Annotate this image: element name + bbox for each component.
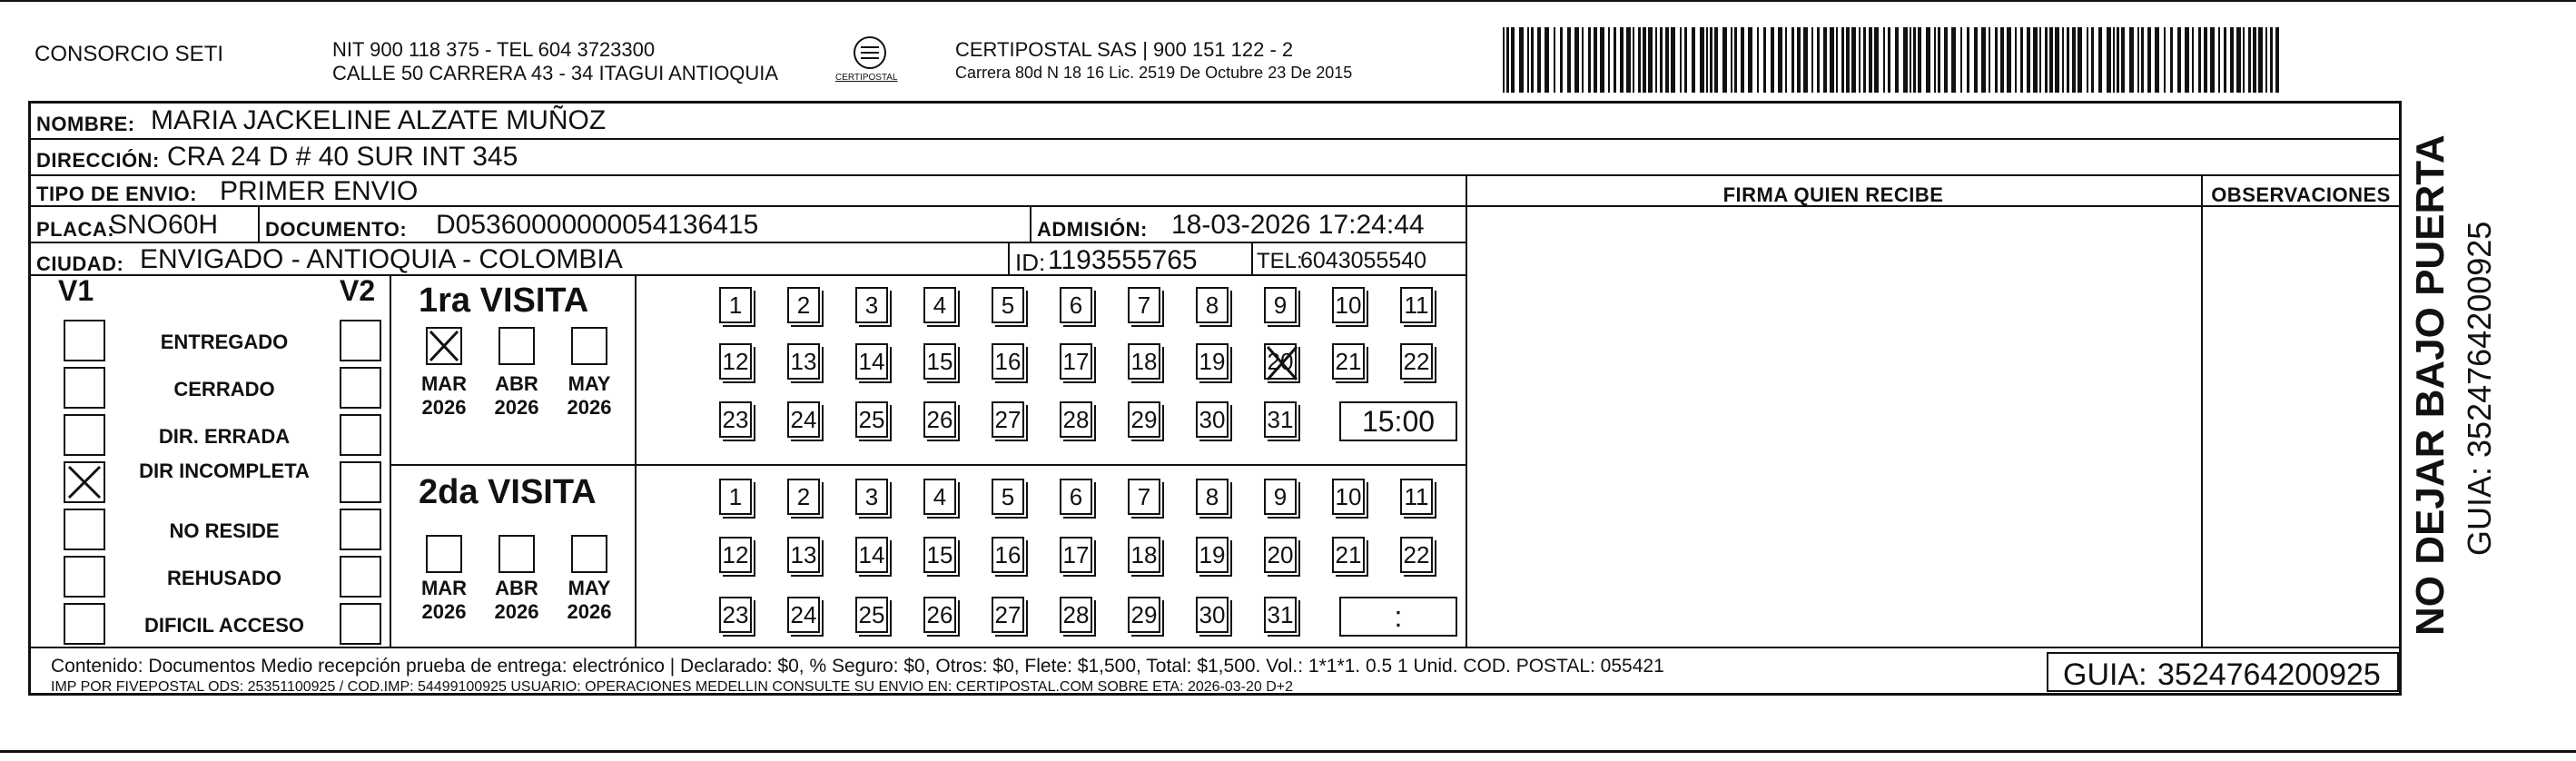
guia-value: 3524764200925	[2157, 657, 2381, 692]
barcode-bar	[1684, 27, 1687, 93]
day-box[interactable]: 5	[992, 287, 1024, 323]
guia-label: GUIA:	[2063, 657, 2147, 692]
barcode-bar	[1836, 27, 1838, 93]
barcode-bar	[2015, 27, 2017, 93]
barcode-bar	[1537, 27, 1541, 93]
barcode-bar	[2185, 27, 2189, 93]
barcode-bar	[2062, 27, 2064, 93]
barcode-bar	[2218, 27, 2220, 93]
month-checkbox[interactable]	[571, 535, 607, 573]
barcode-bar	[1638, 27, 1641, 93]
plate-value: SNO60H	[109, 210, 219, 240]
month-year: 2026	[494, 600, 539, 623]
barcode-bar	[1817, 27, 1820, 93]
day-box[interactable]: 17	[1060, 343, 1092, 380]
barcode-bar	[2091, 27, 2094, 93]
barcode-bar	[2000, 27, 2004, 93]
day-box[interactable]: 7	[1128, 287, 1160, 323]
barcode-bar	[1560, 27, 1563, 93]
barcode-bar	[2087, 27, 2088, 93]
barcode-bar	[1981, 27, 1986, 93]
barcode-bar	[1913, 27, 1916, 93]
barcode-bar	[1989, 27, 1990, 93]
barcode-bar	[1643, 27, 1646, 93]
barcode-bar	[2236, 27, 2241, 93]
day-box[interactable]: 12	[719, 537, 752, 573]
barcode-bar	[1934, 27, 1936, 93]
barcode-bar	[1633, 27, 1634, 93]
barcode-bar	[2204, 27, 2207, 93]
day-box[interactable]: 6	[1060, 287, 1092, 323]
barcode-bar	[1648, 27, 1653, 93]
barcode-bar	[1888, 27, 1890, 93]
month-label	[562, 372, 617, 420]
signature-area[interactable]	[1467, 207, 2199, 647]
x-mark-icon	[428, 329, 460, 363]
barcode-bar	[1680, 27, 1682, 93]
barcode-bar	[2027, 27, 2030, 93]
status-label: CERRADO	[173, 378, 275, 400]
barcode-bar	[2072, 27, 2076, 93]
barcode-bar	[1910, 27, 1911, 93]
id-label: ID:	[1015, 249, 1046, 276]
day-box[interactable]: 28	[1060, 401, 1092, 438]
barcode-bar	[1823, 27, 1827, 93]
document-value: D05360000000054136415	[436, 210, 759, 240]
v2-checkbox[interactable]	[340, 509, 381, 550]
barcode-bar	[2039, 27, 2041, 93]
barcode-bar	[2177, 27, 2181, 93]
type-label: TIPO DE ENVIO:	[36, 183, 197, 205]
barcode-bar	[1741, 27, 1744, 93]
barcode-icon	[1503, 27, 2284, 93]
day-box[interactable]: 24	[787, 401, 820, 438]
day-box[interactable]: 24	[787, 597, 820, 633]
barcode-bar	[1967, 27, 1969, 93]
month-label	[417, 372, 471, 420]
barcode-bar	[1594, 27, 1597, 93]
v1-checkbox[interactable]	[64, 320, 105, 361]
day-box[interactable]: 21	[1332, 537, 1365, 573]
month-label	[417, 577, 471, 624]
barcode-bar	[2210, 27, 2215, 93]
day-box[interactable]: 3	[855, 479, 888, 515]
guia-box	[2047, 652, 2399, 692]
barcode-bar	[1778, 27, 1782, 93]
day-box[interactable]: 8	[1196, 287, 1229, 323]
status-label: DIR INCOMPLETA	[139, 460, 310, 482]
day-box[interactable]: 1	[719, 479, 752, 515]
carrier-line: CERTIPOSTAL SAS | 900 151 122 - 2	[955, 38, 1294, 61]
v2-checkbox[interactable]	[340, 556, 381, 598]
admission-label: ADMISIÓN:	[1037, 218, 1148, 241]
day-box[interactable]: 4	[923, 287, 956, 323]
observations-area[interactable]	[2203, 207, 2399, 647]
visit2-panel	[390, 464, 1467, 648]
day-box[interactable]: 2	[787, 287, 820, 323]
id-value: 1193555765	[1048, 245, 1198, 275]
barcode-bar	[1608, 27, 1610, 93]
month-label	[489, 372, 544, 420]
barcode-bar	[1582, 27, 1584, 93]
tel-value: 6043055540	[1300, 248, 1427, 273]
barcode-bar	[1714, 27, 1718, 93]
day-box[interactable]: 25	[855, 401, 888, 438]
name-row	[31, 104, 2399, 140]
barcode-bar	[2117, 27, 2119, 93]
time-box[interactable]: :	[1339, 597, 1457, 637]
barcode-bar	[1757, 27, 1759, 93]
day-box[interactable]: 23	[719, 597, 752, 633]
month-year: 2026	[494, 396, 539, 419]
barcode-bar	[1938, 27, 1940, 93]
barcode-bar	[1511, 27, 1515, 93]
month-name: ABR	[495, 372, 538, 395]
barcode-bar	[2033, 27, 2038, 93]
day-box[interactable]: 13	[787, 343, 820, 380]
day-box[interactable]: 9	[1264, 287, 1297, 323]
day-box[interactable]: 2	[787, 479, 820, 515]
v2-label: V2	[340, 274, 376, 307]
v2-checkbox[interactable]	[340, 367, 381, 409]
name-label: NOMBRE:	[36, 113, 135, 135]
barcode-bar	[1811, 27, 1813, 93]
barcode-bar	[2121, 27, 2125, 93]
v1-checkbox[interactable]	[64, 367, 105, 409]
day-box[interactable]: 31	[1264, 597, 1297, 633]
day-box[interactable]: 18	[1128, 343, 1160, 380]
city-row	[31, 243, 1467, 276]
barcode-bar	[1951, 27, 1956, 93]
barcode-bar	[1851, 27, 1856, 93]
plate-row	[31, 207, 1467, 243]
barcode-bar	[1797, 27, 1801, 93]
v2-checkbox[interactable]	[340, 461, 381, 503]
barcode-bar	[1503, 27, 1505, 93]
x-mark-icon	[65, 463, 104, 501]
month-label	[489, 577, 544, 624]
barcode-bar	[1869, 27, 1872, 93]
barcode-bar	[1574, 27, 1579, 93]
barcode-bar	[2155, 27, 2159, 93]
day-box[interactable]: 20	[1264, 343, 1297, 380]
certipostal-logo	[834, 35, 906, 89]
day-box[interactable]: 10	[1332, 287, 1365, 323]
barcode-bar	[1926, 27, 1930, 93]
day-box[interactable]: 26	[923, 597, 956, 633]
day-box[interactable]: 27	[992, 401, 1024, 438]
barcode-bar	[2113, 27, 2115, 93]
barcode-bar	[2224, 27, 2226, 93]
barcode-bar	[1803, 27, 1808, 93]
signature-header: FIRMA QUIEN RECIBE	[1722, 183, 1944, 206]
city-label: CIUDAD:	[36, 252, 124, 275]
month-year: 2026	[421, 396, 467, 419]
barcode-bar	[2265, 27, 2267, 93]
day-box[interactable]: 5	[992, 479, 1024, 515]
barcode-bar	[1785, 27, 1787, 93]
day-box[interactable]: 14	[855, 537, 888, 573]
day-box[interactable]: 31	[1264, 401, 1297, 438]
day-box[interactable]: 30	[1196, 597, 1229, 633]
barcode-bar	[1944, 27, 1948, 93]
logo-text: CERTIPOSTAL	[835, 73, 898, 83]
barcode-bar	[1671, 27, 1675, 93]
barcode-bar	[1545, 27, 1549, 93]
day-box[interactable]: 25	[855, 597, 888, 633]
barcode-bar	[2107, 27, 2111, 93]
day-box[interactable]: 3	[855, 287, 888, 323]
barcode-bar	[2098, 27, 2102, 93]
type-row	[31, 176, 1467, 207]
month-name: MAR	[420, 372, 468, 395]
barcode-bar	[1903, 27, 1908, 93]
barcode-bar	[2147, 27, 2151, 93]
barcode-bar	[1700, 27, 1704, 93]
month-label	[562, 577, 617, 624]
day-box[interactable]: 13	[787, 537, 820, 573]
day-box[interactable]: 16	[992, 537, 1024, 573]
barcode-bar	[1874, 27, 1879, 93]
plate-label: PLACA:	[36, 218, 115, 241]
content-line: Contenido: Documentos Medio recepción prueba de entrega: electrónico | Declarado: $0, % Seguro: $0, Otros: $0, Flete: $1,500, Total: $1,500. Vol.: 1*1*1. 0.5 1 Unid. COD. POSTAL: 055421	[51, 656, 1664, 677]
barcode-bar	[1665, 27, 1669, 93]
barcode-bar	[1895, 27, 1899, 93]
recipient-address: CRA 24 D # 40 SUR INT 345	[167, 142, 518, 172]
day-box[interactable]: 14	[855, 343, 888, 380]
barcode-bar	[2248, 27, 2251, 93]
barcode-bar	[2049, 27, 2053, 93]
day-box[interactable]: 10	[1332, 479, 1365, 515]
barcode-bar	[2129, 27, 2134, 93]
barcode-bar	[2253, 27, 2256, 93]
nit-line: NIT 900 118 375 - TEL 604 3723300	[332, 38, 656, 61]
day-box[interactable]: 30	[1196, 401, 1229, 438]
day-box[interactable]: 28	[1060, 597, 1092, 633]
month-checkbox[interactable]	[498, 327, 535, 365]
address-row	[31, 140, 2399, 176]
time-box[interactable]: 15:00	[1339, 401, 1457, 441]
barcode-bar	[2198, 27, 2201, 93]
day-box[interactable]: 12	[719, 343, 752, 380]
barcode-bar	[1506, 27, 1509, 93]
barcode-bar	[1734, 27, 1737, 93]
day-box[interactable]: 15	[923, 537, 956, 573]
day-box[interactable]: 20	[1264, 537, 1297, 573]
day-box[interactable]: 1	[719, 287, 752, 323]
status-label: REHUSADO	[167, 567, 281, 589]
observations-header: OBSERVACIONES	[2211, 183, 2391, 206]
barcode-bar	[2007, 27, 2011, 93]
v2-checkbox[interactable]	[340, 320, 381, 361]
admission-value: 18-03-2026 17:24:44	[1171, 210, 1425, 240]
checklist	[31, 276, 390, 648]
day-box[interactable]: 17	[1060, 537, 1092, 573]
barcode-bar	[1567, 27, 1571, 93]
month-name: ABR	[495, 577, 538, 599]
no-leave-under-door-warning: NO DEJAR BAJO PUERTA	[2408, 134, 2453, 636]
day-box[interactable]: 18	[1128, 537, 1160, 573]
barcode-bar	[1614, 27, 1616, 93]
month-checkbox[interactable]	[426, 535, 462, 573]
day-box[interactable]: 23	[719, 401, 752, 438]
day-box[interactable]: 22	[1400, 343, 1433, 380]
barcode-bar	[2164, 27, 2166, 93]
barcode-bar	[2078, 27, 2082, 93]
barcode-bar	[2055, 27, 2059, 93]
barcode-bar	[1791, 27, 1794, 93]
v1-checkbox[interactable]	[64, 509, 105, 550]
barcode-bar	[1748, 27, 1752, 93]
month-checkbox[interactable]	[571, 327, 607, 365]
month-name: MAY	[568, 372, 611, 395]
barcode-bar	[1692, 27, 1695, 93]
day-box[interactable]: 11	[1400, 287, 1433, 323]
barcode-bar	[1841, 27, 1844, 93]
barcode-bar	[1600, 27, 1604, 93]
day-box[interactable]: 16	[992, 343, 1024, 380]
day-box[interactable]: 7	[1128, 479, 1160, 515]
month-year: 2026	[421, 600, 467, 623]
day-box[interactable]: 29	[1128, 597, 1160, 633]
barcode-bar	[1588, 27, 1591, 93]
barcode-bar	[1660, 27, 1663, 93]
barcode-bar	[1731, 27, 1732, 93]
month-name: MAY	[568, 577, 611, 599]
barcode-bar	[2230, 27, 2234, 93]
barcode-bar	[1706, 27, 1708, 93]
barcode-bar	[1960, 27, 1962, 93]
barcode-bar	[2270, 27, 2273, 93]
day-box[interactable]: 4	[923, 479, 956, 515]
day-box[interactable]: 21	[1332, 343, 1365, 380]
day-box[interactable]: 19	[1196, 343, 1229, 380]
v1-checkbox[interactable]	[64, 556, 105, 598]
v1-checkbox[interactable]	[64, 603, 105, 645]
barcode-bar	[1722, 27, 1727, 93]
day-box[interactable]: 19	[1196, 537, 1229, 573]
barcode-bar	[1995, 27, 1998, 93]
barcode-bar	[1519, 27, 1524, 93]
day-box[interactable]: 22	[1400, 537, 1433, 573]
shipment-type: PRIMER ENVIO	[220, 176, 419, 206]
barcode-bar	[1620, 27, 1624, 93]
tel-label: TEL:	[1257, 249, 1303, 273]
barcode-bar	[2045, 27, 2048, 93]
barcode-bar	[2192, 27, 2194, 93]
day-box[interactable]: 26	[923, 401, 956, 438]
visit1-panel	[390, 276, 1467, 464]
v1-checkbox[interactable]	[64, 461, 105, 503]
address-line: CALLE 50 CARRERA 43 - 34 ITAGUI ANTIOQUIA	[332, 62, 779, 84]
barcode-bar	[1531, 27, 1534, 93]
v1-label: V1	[58, 274, 94, 307]
visit2-title: 2da VISITA	[419, 473, 597, 511]
day-box[interactable]: 9	[1264, 479, 1297, 515]
day-box[interactable]: 27	[992, 597, 1024, 633]
imp-line: IMP POR FIVEPOSTAL ODS: 25351100925 / COD.IMP: 54499100925 USUARIO: OPERACIONES MEDELLIN CONSULTE SU ENVIO EN: CERTIPOSTAL.COM SOBRE ETA: 2026-03-20 D+2	[51, 679, 1294, 695]
barcode-bar	[2243, 27, 2245, 93]
v2-checkbox[interactable]	[340, 414, 381, 456]
day-box[interactable]: 15	[923, 343, 956, 380]
barcode-bar	[2275, 27, 2279, 93]
barcode-bar	[1771, 27, 1774, 93]
month-year: 2026	[567, 600, 612, 623]
barcode-bar	[1626, 27, 1631, 93]
status-label: ENTREGADO	[160, 331, 289, 353]
license-line: Carrera 80d N 18 16 Lic. 2519 De Octubre 23 De 2015	[955, 64, 1353, 82]
v2-checkbox[interactable]	[340, 603, 381, 645]
barcode-bar	[1763, 27, 1766, 93]
month-checkbox[interactable]	[498, 535, 535, 573]
recipient-name: MARIA JACKELINE ALZATE MUÑOZ	[151, 105, 607, 135]
document-label: DOCUMENTO:	[265, 218, 408, 241]
company-name: CONSORCIO SETI	[35, 42, 224, 66]
barcode-bar	[1918, 27, 1921, 93]
month-name: MAR	[420, 577, 468, 599]
day-box[interactable]: 8	[1196, 479, 1229, 515]
status-label: DIR. ERRADA	[158, 425, 291, 448]
status-label: DIFICIL ACCESO	[143, 614, 304, 637]
barcode-bar	[1554, 27, 1555, 93]
barcode-bar	[2141, 27, 2144, 93]
month-checkbox[interactable]	[426, 327, 462, 365]
delivery-form	[28, 101, 2402, 696]
barcode-bar	[1859, 27, 1860, 93]
barcode-bar	[2258, 27, 2263, 93]
barcode-bar	[2020, 27, 2023, 93]
city-value: ENVIGADO - ANTIOQUIA - COLOMBIA	[140, 244, 623, 274]
bottom-border	[0, 750, 2576, 753]
month-year: 2026	[567, 396, 612, 419]
day-box[interactable]: 29	[1128, 401, 1160, 438]
x-mark-icon	[1266, 345, 1298, 381]
barcode-bar	[1846, 27, 1850, 93]
barcode-bar	[2067, 27, 2069, 93]
barcode-bar	[1655, 27, 1657, 93]
barcode-bar	[1883, 27, 1885, 93]
top-border	[0, 0, 2576, 2]
barcode-bar	[2137, 27, 2139, 93]
barcode-bar	[1863, 27, 1866, 93]
barcode-bar	[1527, 27, 1529, 93]
barcode-bar	[1710, 27, 1712, 93]
barcode-bar	[2170, 27, 2173, 93]
status-label: NO RESIDE	[169, 519, 280, 542]
address-label: DIRECCIÓN:	[36, 149, 160, 172]
day-box[interactable]: 6	[1060, 479, 1092, 515]
barcode-bar	[1830, 27, 1834, 93]
day-box[interactable]: 11	[1400, 479, 1433, 515]
side-guia-number: GUIA: 3524764200925	[2461, 221, 2498, 556]
visit1-title: 1ra VISITA	[419, 282, 589, 320]
barcode-bar	[1974, 27, 1978, 93]
v1-checkbox[interactable]	[64, 414, 105, 456]
